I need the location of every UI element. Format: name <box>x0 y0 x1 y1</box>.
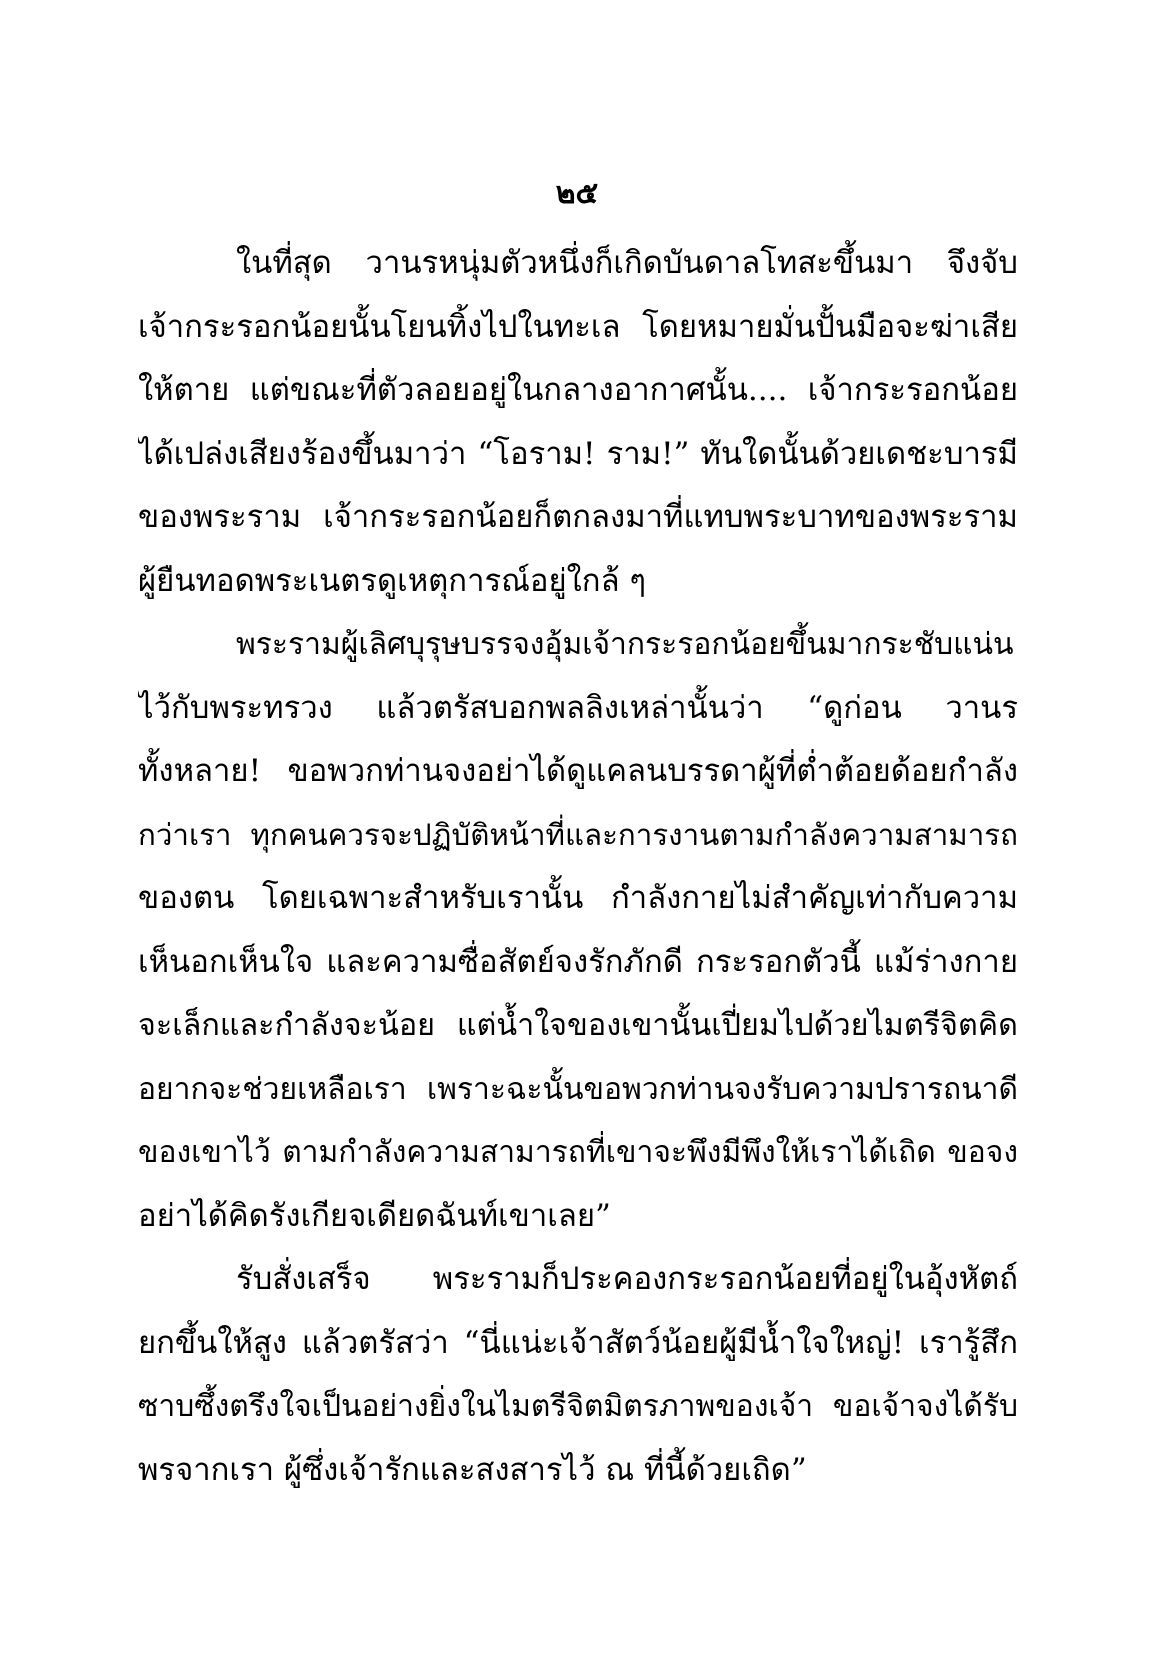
text-line: อย่าได้คิดรังเกียจเดียดฉันท์เขาเลย” <box>138 1197 611 1234</box>
text-line: ผู้ยืนทอดพระเนตรดูเหตุการณ์อยู่ใกล้ ๆ <box>138 562 647 599</box>
text-line: ของเขาไว้ ตามกำลังความสามารถที่เขาจะพึงมีพึงให้เราได้เถิด ขอจง <box>138 1135 1018 1170</box>
text-line: พระรามผู้เลิศบุรุษบรรจงอุ้มเจ้ากระรอกน้อยขึ้นมากระชับแน่น <box>236 627 1014 662</box>
text-line: ให้ตาย แต่ขณะที่ตัวลอยอยู่ในกลางอากาศนั้น.... เจ้ากระรอกน้อย <box>138 372 1018 408</box>
text-line: อยากจะช่วยเหลือเรา เพราะฉะนั้นขอพวกท่านจงรับความปรารถนาดี <box>138 1071 1018 1107</box>
text-line: รับสั่งเสร็จ พระรามก็ประคองกระรอกน้อยที่อยู่ในอุ้งหัตถ์ <box>236 1261 1018 1297</box>
text-line: เจ้ากระรอกน้อยนั้นโยนทิ้งไปในทะเล โดยหมายมั่นปั้นมือจะฆ่าเสีย <box>138 308 1018 345</box>
text-line: ในที่สุด วานรหนุ่มตัวหนึ่งก็เกิดบันดาลโทสะขึ้นมา จึงจับ <box>236 245 1018 281</box>
text-line: จะเล็กและกำลังจะน้อย แต่น้ำใจของเขานั้นเปี่ยมไปด้วยไมตรีจิตคิด <box>138 1008 1018 1043</box>
text-line: ยกขึ้นให้สูง แล้วตรัสว่า “นี่แน่ะเจ้าสัตว์น้อยผู้มีน้ำใจใหญ่! เรารู้สึก <box>138 1324 1018 1361</box>
text-line: ไว้กับพระทรวง แล้วตรัสบอกพลลิงเหล่านั้นว่า “ดูก่อน วานร <box>138 689 1018 726</box>
text-line: กว่าเรา ทุกคนควรจะปฏิบัติหน้าที่และการงานตามกำลังความสามารถ <box>138 817 1018 852</box>
page-number: ๒๕ <box>555 176 599 211</box>
text-line: ทั้งหลาย! ขอพวกท่านจงอย่าได้ดูแคลนบรรดาผู้ที่ต่ำต้อยด้อยกำลัง <box>138 753 1018 789</box>
text-line: ของพระราม เจ้ากระรอกน้อยก็ตกลงมาที่แทบพระบาทของพระราม <box>138 499 1018 535</box>
text-line: ของตน โดยเฉพาะสำหรับเรานั้น กำลังกายไม่สำคัญเท่ากับความ <box>138 880 1018 916</box>
text-line: ได้เปล่งเสียงร้องขึ้นมาว่า “โอราม! ราม!” ทันใดนั้นด้วยเดชะบารมี <box>138 435 1018 472</box>
body-text <box>138 232 1018 1502</box>
text-line: เห็นอกเห็นใจ และความซื่อสัตย์จงรักภักดี กระรอกตัวนี้ แม้ร่างกาย <box>138 943 1018 980</box>
text-line: ซาบซึ้งตรึงใจเป็นอย่างยิ่งในไมตรีจิตมิตรภาพของเจ้า ขอเจ้าจงได้รับ <box>138 1389 1018 1424</box>
text-line: พรจากเรา ผู้ซึ่งเจ้ารักและสงสารไว้ ณ ที่นี้ด้วยเถิด” <box>138 1451 807 1488</box>
